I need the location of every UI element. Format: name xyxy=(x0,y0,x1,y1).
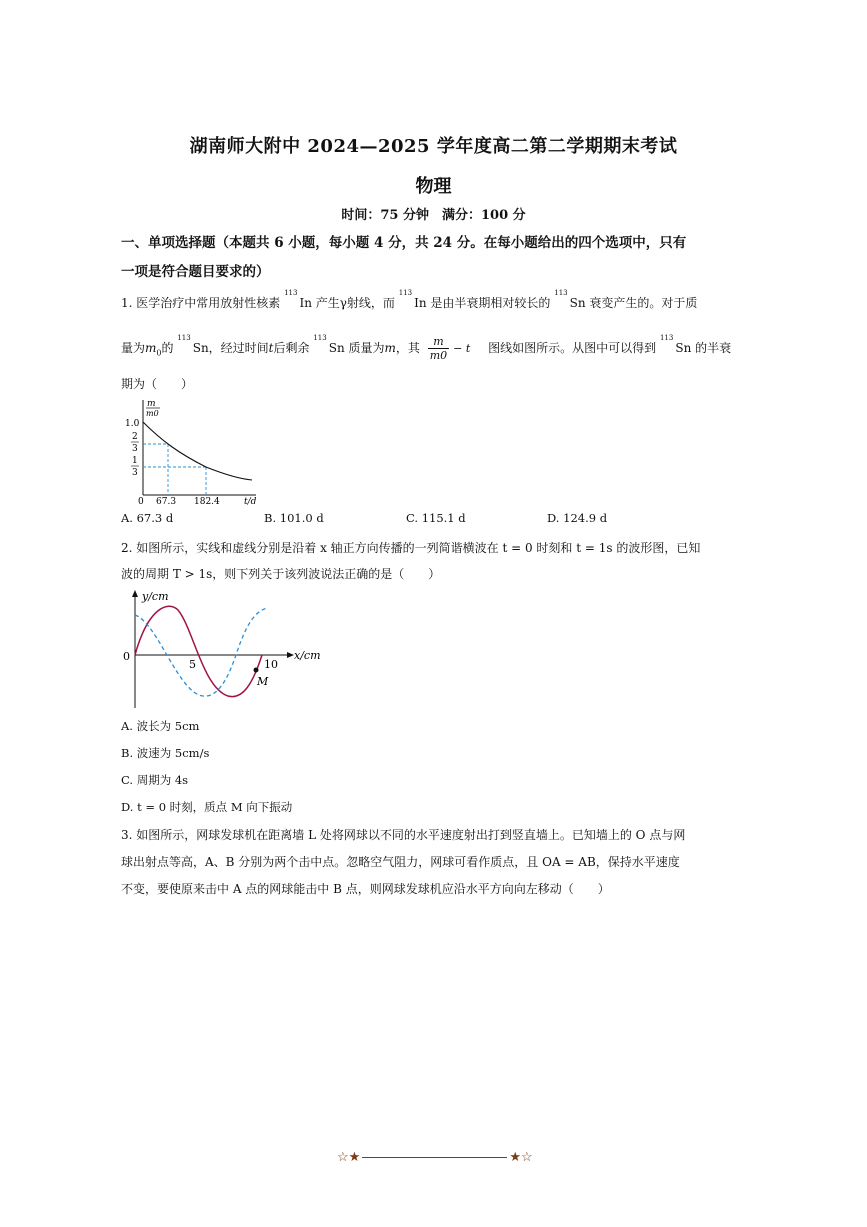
y-label: y/cm xyxy=(142,590,169,603)
footer-rule xyxy=(362,1157,507,1158)
footer-ornament xyxy=(337,1150,533,1165)
footer-stars-right: ★☆ xyxy=(509,1150,533,1165)
q2-line-2: 波的周期 T > 1s，则下列关于该列波说法正确的是（ ） xyxy=(121,567,441,581)
q1-line-2: 量为$m_0$的 $^{113}$Sn，经过时间t后剩余 $^{113}$Sn 质量为m，其 $\frac{m}{m0}$ − t 图线如图所示。从图中可以得到 $^{113}$Sn 的半衰 xyxy=(121,334,732,362)
x-tick-2: 182.4 xyxy=(194,497,220,505)
q1-decay-graph xyxy=(116,395,266,505)
y-tick-3-num: 1 xyxy=(132,456,138,466)
origin-label: 0 xyxy=(123,650,130,663)
q3-line-2: 球出射点等高，A、B 分别为两个击中点。忽略空气阻力，网球可看作质点，且 OA = AB，保持水平速度 xyxy=(121,855,680,869)
section-heading-line-2: 一项是符合题目要求的） xyxy=(121,264,270,280)
q1-option-a[interactable]: A. 67.3 d xyxy=(121,511,174,525)
x-tick-1: 67.3 xyxy=(156,497,177,505)
y-tick-3-den: 3 xyxy=(132,468,138,478)
point-m-label: M xyxy=(257,675,269,688)
x-label: x/cm xyxy=(294,649,321,662)
q1-option-c[interactable]: C. 115.1 d xyxy=(406,511,466,525)
x-tick-10: 10 xyxy=(264,658,278,671)
dashed-wave-t1 xyxy=(135,608,268,696)
q3-line-1: 3. 如图所示，网球发球机在距离墙 L 处将网球以不同的水平速度射出打到竖直墙上。已知墙上的 O 点与网 xyxy=(121,828,686,842)
y-label-den: m0 xyxy=(146,409,159,418)
y-label-num: m xyxy=(147,399,156,409)
footer-stars-left: ☆★ xyxy=(337,1150,361,1165)
solid-wave-t0 xyxy=(135,606,262,696)
q2-wave-graph xyxy=(118,588,328,713)
exam-info: 时间：75 分钟 满分：100 分 xyxy=(341,208,526,223)
decay-curve xyxy=(143,422,252,480)
q1-line-3: 期为（ ） xyxy=(121,377,194,391)
y-tick-2-den: 3 xyxy=(132,444,138,454)
q1-option-b[interactable]: B. 101.0 d xyxy=(264,511,324,525)
q2-option-c[interactable]: C. 周期为 4s xyxy=(121,773,189,787)
y-tick-1: 1.0 xyxy=(125,419,140,429)
x-label: t/d xyxy=(244,497,257,505)
exam-title: 湖南师大附中 2024—2025 学年度高二第二学期期末考试 xyxy=(189,136,678,157)
q2-option-d[interactable]: D. t = 0 时刻，质点 M 向下振动 xyxy=(121,800,293,814)
mass-ratio-fraction: $\frac{m}{m0}$ xyxy=(429,335,448,362)
y-tick-2-num: 2 xyxy=(132,432,138,442)
q1-option-d[interactable]: D. 124.9 d xyxy=(547,511,608,525)
x-tick-5: 5 xyxy=(189,658,196,671)
q1-line-1: 1. 医学治疗中常用放射性核素 $^{113}$In 产生γ射线，而 $^{113}$In 是由半衰期相对较长的 $^{113}$Sn 衰变产生的。对于质 xyxy=(121,289,698,310)
section-heading-line-1: 一、单项选择题（本题共 6 小题，每小题 4 分，共 24 分。在每小题给出的四个选项中，只有 xyxy=(121,235,687,251)
subject-title: 物理 xyxy=(415,176,452,197)
x-tick-0: 0 xyxy=(138,497,144,505)
q3-line-3: 不变，要使原来击中 A 点的网球能击中 B 点，则网球发球机应沿水平方向向左移动（ ） xyxy=(121,882,610,896)
q2-option-a[interactable]: A. 波长为 5cm xyxy=(121,719,200,733)
point-m xyxy=(254,668,259,673)
q2-line-1: 2. 如图所示，实线和虚线分别是沿着 x 轴正方向传播的一列简谐横波在 t = 0 时刻和 t = 1s 的波形图，已知 xyxy=(121,541,701,555)
section-heading xyxy=(121,229,691,287)
q2-option-b[interactable]: B. 波速为 5cm/s xyxy=(121,746,210,760)
